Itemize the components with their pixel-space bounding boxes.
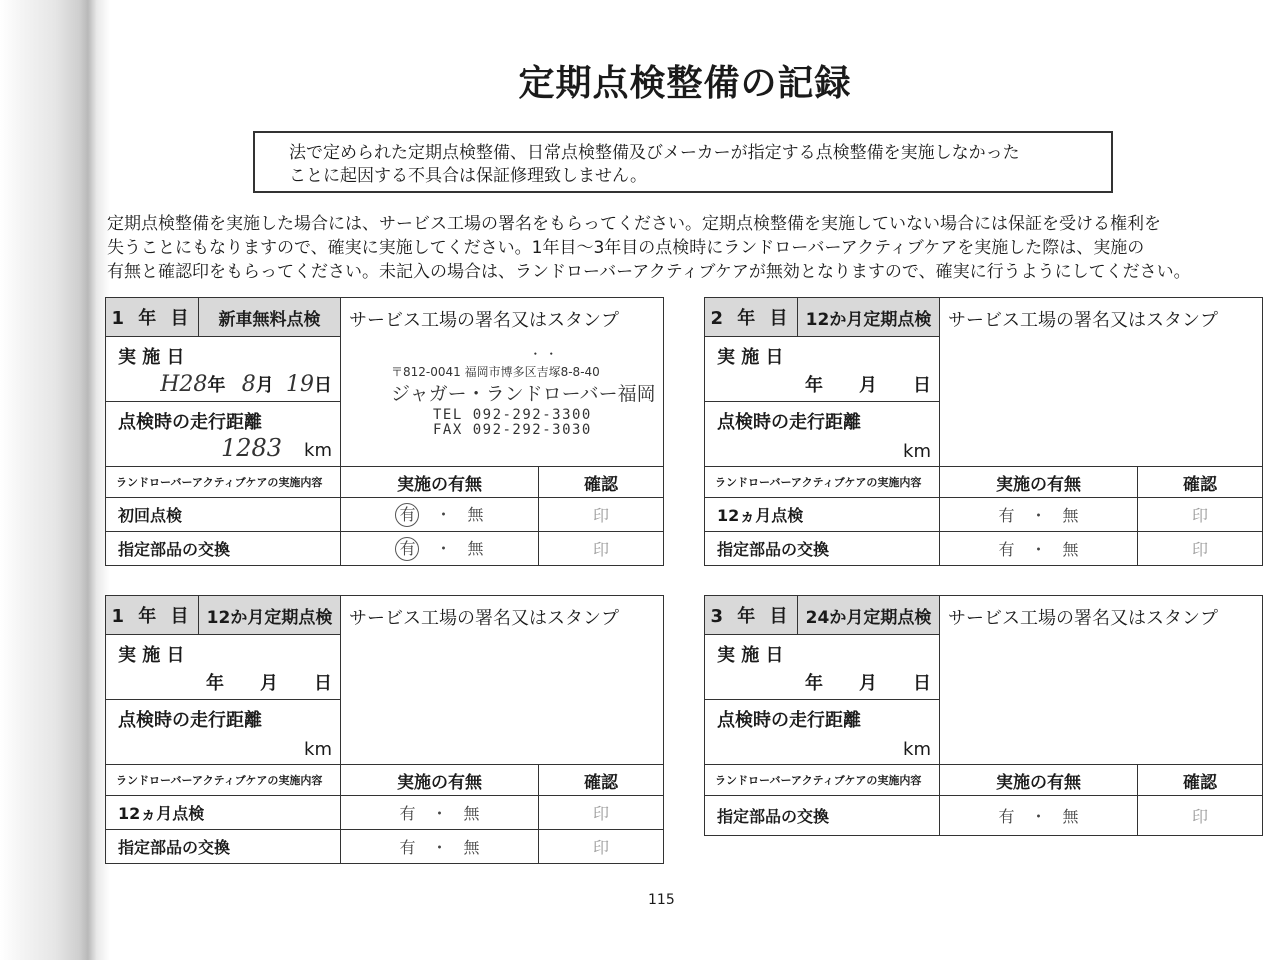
notice-line-2: ことに起因する不具合は保証修理致しません。 — [289, 166, 648, 186]
mileage-label: 点検時の走行距離 — [717, 412, 861, 433]
date-field — [106, 635, 341, 700]
date-field — [705, 635, 940, 700]
page-title: 定期点検整備の記録 — [518, 63, 852, 104]
stamp-area — [341, 596, 664, 765]
circled-yes: 有 — [395, 503, 419, 527]
date-label: 実 施 日 — [717, 645, 784, 666]
dealer-fax: FAX 092-292-3030 — [433, 422, 592, 438]
handwritten-year: H28 — [160, 372, 208, 397]
date-label: 実 施 日 — [118, 645, 185, 666]
card-year-label: 1 年 目 — [106, 298, 199, 337]
no-option: 無 — [1062, 807, 1079, 826]
yes-no-choice — [940, 532, 1138, 566]
card-year-label: 3 年 目 — [705, 596, 798, 635]
separator-dot: ・ — [435, 539, 452, 558]
activecare-item: 指定部品の交換 — [705, 532, 940, 566]
separator-dot: ・ — [435, 505, 452, 524]
stamp-area-label: サービス工場の署名又はスタンプ — [948, 310, 1218, 331]
stamp-area — [940, 298, 1263, 467]
mileage-label: 点検時の走行距離 — [717, 710, 861, 731]
seal-mark: 印 — [1138, 498, 1263, 532]
activecare-item: 指定部品の交換 — [106, 830, 341, 864]
card-inspection-type: 24か月定期点検 — [798, 596, 940, 635]
intro-line-3: 有無と確認印をもらってください。未記入の場合は、ランドローバーアクティブケアが無効となりますので、確実に行うようにしてください。 — [107, 262, 1191, 282]
activecare-item: 初回点検 — [106, 498, 341, 532]
handwritten-day: 19 — [286, 372, 314, 397]
yes-no-choice — [940, 498, 1138, 532]
dealer-address: 〒812-0041 福岡市博多区吉塚8-8-40 — [391, 365, 600, 379]
warranty-notice-box — [253, 131, 1113, 193]
mileage-value — [221, 434, 332, 462]
no-option: 無 — [463, 804, 480, 823]
mileage-label: 点検時の走行距離 — [118, 710, 262, 731]
km-unit: km — [903, 441, 931, 462]
yes-no-choice — [940, 796, 1138, 836]
activecare-header: ランドローバーアクティブケアの実施内容 — [106, 467, 341, 498]
stamp-area-label: サービス工場の署名又はスタンプ — [349, 310, 619, 331]
seal-mark: 印 — [539, 532, 664, 566]
separator-dot: ・ — [1030, 506, 1047, 525]
separator-dot: ・ — [431, 804, 448, 823]
no-option: 無 — [1062, 506, 1079, 525]
yes-option: 有 — [998, 506, 1015, 525]
mileage-label: 点検時の走行距離 — [118, 412, 262, 433]
mileage-field — [106, 700, 341, 765]
mileage-field — [106, 402, 341, 467]
dealer-name: ジャガー・ランドローバー福岡 — [391, 383, 656, 405]
book-binding-shadow — [0, 0, 110, 960]
stamp-area-label: サービス工場の署名又はスタンプ — [948, 608, 1218, 629]
activecare-item: 12ヵ月点検 — [106, 796, 341, 830]
yes-option: 有 — [399, 804, 416, 823]
done-header: 実施の有無 — [341, 765, 539, 796]
no-option: 無 — [467, 505, 484, 524]
seal-mark: 印 — [539, 498, 664, 532]
yes-no-choice — [341, 796, 539, 830]
activecare-item: 指定部品の交換 — [705, 796, 940, 836]
confirm-header: 確認 — [539, 467, 664, 498]
record-card-year1-new — [105, 297, 664, 566]
confirm-header: 確認 — [1138, 467, 1263, 498]
date-blank: 年 月 日 — [206, 673, 332, 694]
km-unit: km — [304, 739, 332, 760]
page-number: 115 — [648, 892, 675, 908]
dealer-tel: TEL 092-292-3300 — [433, 407, 592, 423]
yes-no-choice — [341, 498, 539, 532]
activecare-header: ランドローバーアクティブケアの実施内容 — [705, 467, 940, 498]
date-field — [106, 337, 341, 402]
intro-line-2: 失うことにもなりますので、確実に実施してください。1年目～3年目の点検時にランドローバーアクティブケアを実施した際は、実施の — [107, 238, 1145, 258]
activecare-header: ランドローバーアクティブケアの実施内容 — [106, 765, 341, 796]
handwritten-mileage: 1283 — [220, 434, 283, 462]
intro-line-1: 定期点検整備を実施した場合には、サービス工場の署名をもらってください。定期点検整備を実施していない場合には保証を受ける権利を — [107, 214, 1161, 234]
no-option: 無 — [463, 838, 480, 857]
stamp-area — [940, 596, 1263, 765]
yes-option: 有 — [998, 540, 1015, 559]
yes-option: 有 — [998, 807, 1015, 826]
date-blank: 年 月 日 — [805, 375, 931, 396]
card-inspection-type: 12か月定期点検 — [199, 596, 341, 635]
seal-mark: 印 — [539, 796, 664, 830]
record-card-year3-24m — [704, 595, 1263, 836]
stamp-area-label: サービス工場の署名又はスタンプ — [349, 608, 619, 629]
yes-no-choice — [341, 532, 539, 566]
separator-dot: ・ — [1030, 540, 1047, 559]
date-label: 実 施 日 — [717, 347, 784, 368]
activecare-item: 指定部品の交換 — [106, 532, 341, 566]
year-suffix: 年 — [207, 375, 226, 396]
done-header: 実施の有無 — [940, 765, 1138, 796]
card-inspection-type: 新車無料点検 — [199, 298, 341, 337]
card-year-label: 2 年 目 — [705, 298, 798, 337]
yes-option: 有 — [399, 838, 416, 857]
km-unit: km — [903, 739, 931, 760]
intro-paragraph — [107, 212, 1257, 284]
dealer-stamp — [391, 346, 656, 438]
seal-mark: 印 — [1138, 532, 1263, 566]
month-suffix: 月 — [255, 375, 274, 396]
separator-dot: ・ — [1030, 807, 1047, 826]
done-header: 実施の有無 — [940, 467, 1138, 498]
yes-no-choice — [341, 830, 539, 864]
seal-mark: 印 — [539, 830, 664, 864]
mileage-field — [705, 700, 940, 765]
km-unit: km — [304, 440, 332, 461]
record-card-year2-12m — [704, 297, 1263, 566]
card-year-label: 1 年 目 — [106, 596, 199, 635]
date-label: 実 施 日 — [118, 347, 185, 368]
stamp-area — [341, 298, 664, 467]
notice-line-1: 法で定められた定期点検整備、日常点検整備及びメーカーが指定する点検整備を実施しなかった — [289, 143, 1020, 163]
no-option: 無 — [1062, 540, 1079, 559]
seal-mark: 印 — [1138, 796, 1263, 836]
no-option: 無 — [467, 539, 484, 558]
confirm-header: 確認 — [1138, 765, 1263, 796]
stamp-dots: ・ ・ — [529, 347, 558, 361]
date-value-filled — [160, 371, 332, 397]
handwritten-month: 8 — [241, 372, 256, 397]
circled-yes: 有 — [395, 537, 419, 561]
date-blank: 年 月 日 — [805, 673, 931, 694]
card-inspection-type: 12か月定期点検 — [798, 298, 940, 337]
separator-dot: ・ — [431, 838, 448, 857]
activecare-header: ランドローバーアクティブケアの実施内容 — [705, 765, 940, 796]
confirm-header: 確認 — [539, 765, 664, 796]
day-suffix: 日 — [314, 375, 332, 396]
mileage-field — [705, 402, 940, 467]
activecare-item: 12ヵ月点検 — [705, 498, 940, 532]
done-header: 実施の有無 — [341, 467, 539, 498]
date-field — [705, 337, 940, 402]
record-card-year1-12m — [105, 595, 664, 864]
